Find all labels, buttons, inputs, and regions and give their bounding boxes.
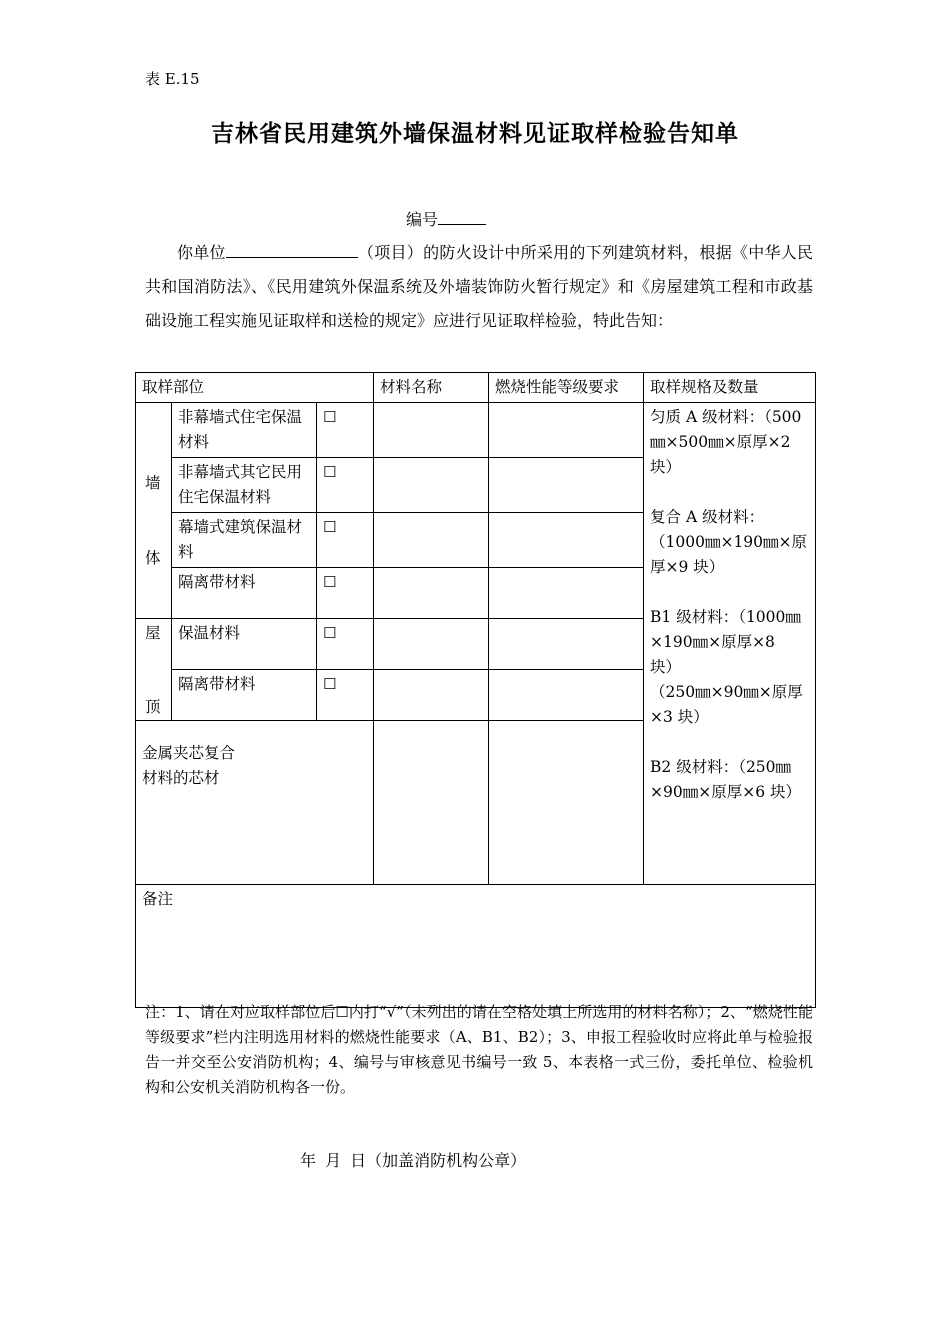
checkbox[interactable]: ☐ [317,568,374,619]
header-spec: 取样规格及数量 [644,373,816,403]
roof-label-1: 屋 [145,624,161,642]
header-material-name: 材料名称 [374,373,489,403]
remarks-row [136,885,816,1008]
spec-cell: 匀质 A 级材料：（500㎜×500㎜×原厚×2块） 复合 A 级材料：（1000㎜×190㎜×原厚×9 块） B1 级材料：（1000㎜×190㎜×原厚×8 块） （250㎜×90㎜×原厚×3 块） B2 级材料：（250㎜×90㎜×原厚×6 块） [644,403,816,885]
metal-core-cell: 金属夹芯复合 材料的芯材 [136,721,374,885]
page-title: 吉林省民用建筑外墙保温材料见证取样检验告知单 [211,121,739,147]
table-row [136,403,816,458]
checkbox[interactable]: ☐ [317,619,374,670]
wall-label-cell [136,403,172,619]
fire-rating-cell[interactable] [489,619,644,670]
remarks-label: 备注 [142,890,174,908]
material-name-cell[interactable] [374,513,489,568]
notes: 注：1、请在对应取样部位后☐内打“√”（未列出的请在空格处填上所选用的材料名称）；2、“燃烧性能等级要求”栏内注明选用材料的燃烧性能要求（A、B1、B2）；3、申报工程验收时应将此单与检验报告一并交至公安消防机构；4、编号与审核意见书编号一致 5、本表格一式三份，委托单位、检验机构和公安机关消防机构各一份。 [145,1003,813,1096]
material-name-cell[interactable] [374,403,489,458]
unit-blank[interactable] [226,241,358,258]
checkbox[interactable]: ☐ [317,670,374,721]
serial-number [406,207,486,230]
checkbox[interactable]: ☐ [317,458,374,513]
location-cell: 幕墙式建筑保温材料 [172,513,317,568]
location-cell: 隔离带材料 [172,568,317,619]
intro-paragraph [145,236,813,338]
fire-rating-cell[interactable] [489,513,644,568]
fire-rating-cell[interactable] [489,568,644,619]
material-name-cell[interactable] [374,670,489,721]
material-name-cell[interactable] [374,568,489,619]
checkbox[interactable]: ☐ [317,403,374,458]
remarks-cell[interactable] [136,885,816,1008]
date-line: 年 月 日（加盖消防机构公章） [300,1151,527,1170]
fire-rating-cell[interactable] [489,458,644,513]
fire-rating-cell[interactable] [489,721,644,885]
material-name-cell[interactable] [374,619,489,670]
location-cell: 非幕墙式其它民用住宅保温材料 [172,458,317,513]
material-name-cell[interactable] [374,721,489,885]
material-name-cell[interactable] [374,458,489,513]
roof-label-2: 顶 [145,698,161,716]
roof-label-cell [136,619,172,721]
location-cell: 保温材料 [172,619,317,670]
fire-rating-cell[interactable] [489,670,644,721]
header-location: 取样部位 [136,373,374,403]
intro-prefix: 你单位 [177,243,226,262]
fire-rating-cell[interactable] [489,403,644,458]
table-header-row [136,373,816,403]
checkbox[interactable]: ☐ [317,513,374,568]
intro-body: （项目）的防火设计中所采用的下列建筑材料，根据《中华人民共和国消防法》、《民用建筑外保温系统及外墙装饰防火暂行规定》和《房屋建筑工程和市政基础设施工程实施见证取样和送检的规定》应进行见证取样检验，特此告知： [145,243,813,330]
location-cell: 非幕墙式住宅保温材料 [172,403,317,458]
sampling-table [135,372,816,1008]
location-cell: 隔离带材料 [172,670,317,721]
serial-label: 编号 [406,210,439,229]
wall-label-1: 墙 [145,474,161,492]
header-fire-rating: 燃烧性能等级要求 [489,373,644,403]
wall-label-2: 体 [145,549,161,567]
form-code: 表 E.15 [145,70,200,88]
serial-blank[interactable] [438,210,486,225]
